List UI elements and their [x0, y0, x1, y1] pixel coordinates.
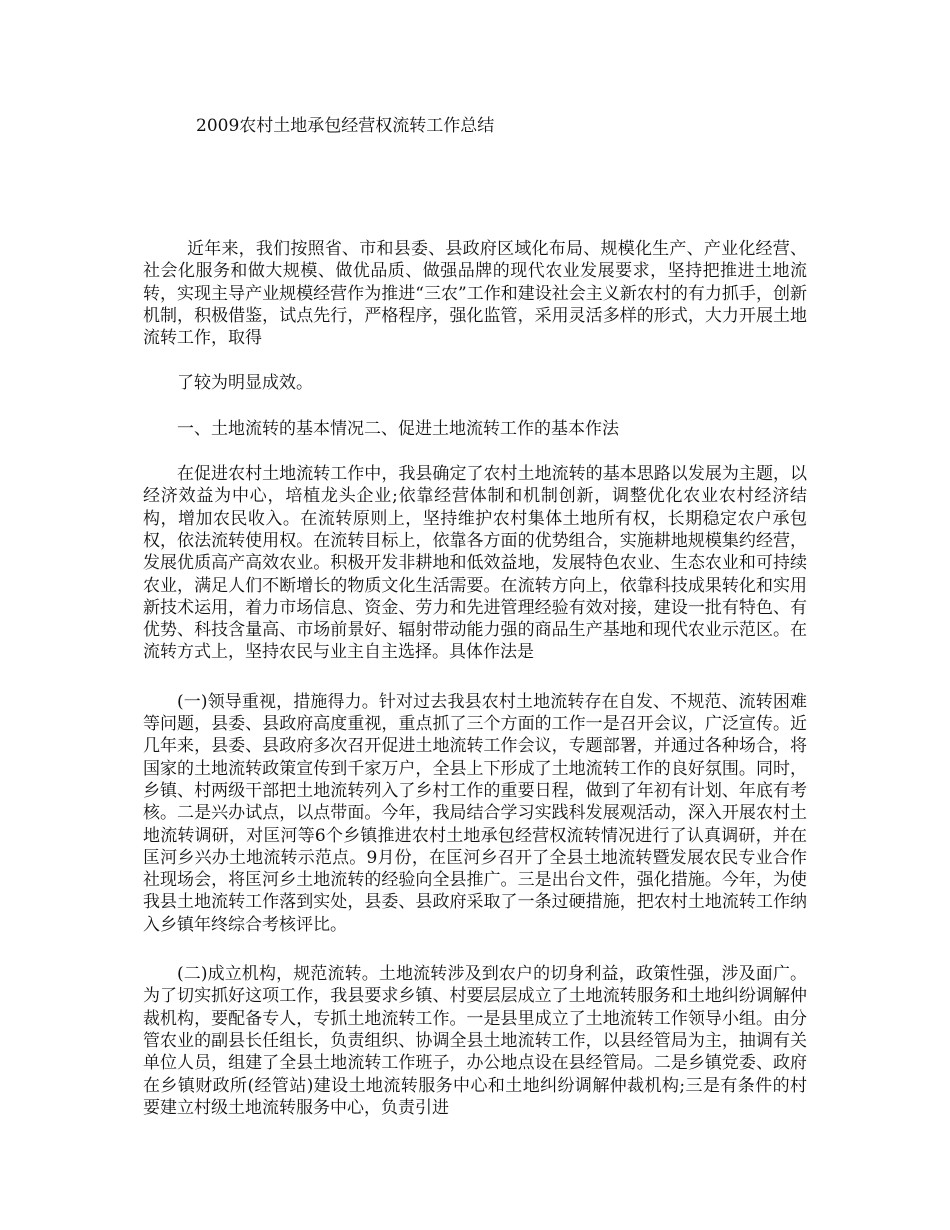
section-heading: 一、土地流转的基本情况二、促进土地流转工作的基本作法	[177, 418, 619, 439]
document-body	[143, 238, 807, 1142]
paragraph-leadership: (一)领导重视，措施得力。针对过去我县农村土地流转存在自发、不规范、流转困难等问题，县委、县政府高度重视，重点抓了三个方面的工作一是召开会议，广泛宣传。近几年来，县委、县政府多次召开促进土地流转工作会议，专题部署，并通过各种场合，将国家的土地流转政策宣传到千家万户，全县上下形成了土地流转工作的良好氛围。同时，乡镇、村两级干部把土地流转列入了乡村工作的重要日程，做到了年初有计划、年底有考核。二是兴办试点，以点带面。今年，我局结合学习实践科发展观活动，深入开展农村土地流转调研，对匡河等6个乡镇推进农村土地承包经营权流转情况进行了认真调研，并在匡河乡兴办土地流转示范点。9月份，在匡河乡召开了全县土地流转暨发展农民专业合作社现场会，将匡河乡土地流转的经验向全县推广。三是出台文件，强化措施。今年，为使我县土地流转工作落到实处，县委、县政府采取了一条过硬措施，把农村土地流转工作纳入乡镇年终综合考核评比。	[143, 691, 807, 935]
paragraph-organization: (二)成立机构，规范流转。土地流转涉及到农户的切身利益，政策性强，涉及面广。为了切实抓好这项工作，我县要求乡镇、村要层层成立了土地流转服务和土地纠纷调解仲裁机构，要配备专人，专抓土地流转工作。一是县里成立了土地流转工作领导小组。由分管农业的副县长任组长，负责组织、协调全县土地流转工作，以县经管局为主，抽调有关单位人员，组建了全县土地流转工作班子，办公地点设在县经管局。二是乡镇党委、政府在乡镇财政所(经管站)建设土地流转服务中心和土地纠纷调解仲裁机构;三是有条件的村要建立村级土地流转服务中心，负责引进	[143, 964, 807, 1118]
document-title: 2009农村土地承包经营权流转工作总结	[196, 116, 495, 136]
paragraph-intro: 近年来，我们按照省、市和县委、县政府区域化布局、规模化生产、产业化经营、社会化服务和做大规模、做优品质、做强品牌的现代农业发展要求，坚持把推进土地流转，实现主导产业规模经营作为推进“三农”工作和建设社会主义新农村的有力抓手，创新机制，积极借鉴，试点先行，严格程序，强化监管，采用灵活多样的形式，大力开展土地流转工作，取得	[143, 239, 807, 349]
paragraph-intro-continued: 了较为明显成效。	[177, 373, 313, 394]
paragraph-basic-approach: 在促进农村土地流转工作中，我县确定了农村土地流转的基本思路以发展为主题，以经济效益为中心，培植龙头企业;依靠经营体制和机制创新，调整优化农业农村经济结构，增加农民收入。在流转原则上，坚持维护农村集体土地所有权，长期稳定农户承包权，依法流转使用权。在流转目标上，依靠各方面的优势组合，实施耕地规模集约经营，发展优质高产高效农业。积极开发非耕地和低效益地，发展特色农业、生态农业和可持续农业，满足人们不断增长的物质文化生活需要。在流转方向上，依靠科技成果转化和实用新技术运用，着力市场信息、资金、劳力和先进管理经验有效对接，建设一批有特色、有优势、科技含量高、市场前景好、辐射带动能力强的商品生产基地和现代农业示范区。在流转方式上，坚持农民与业主自主选择。具体作法是	[143, 464, 807, 663]
